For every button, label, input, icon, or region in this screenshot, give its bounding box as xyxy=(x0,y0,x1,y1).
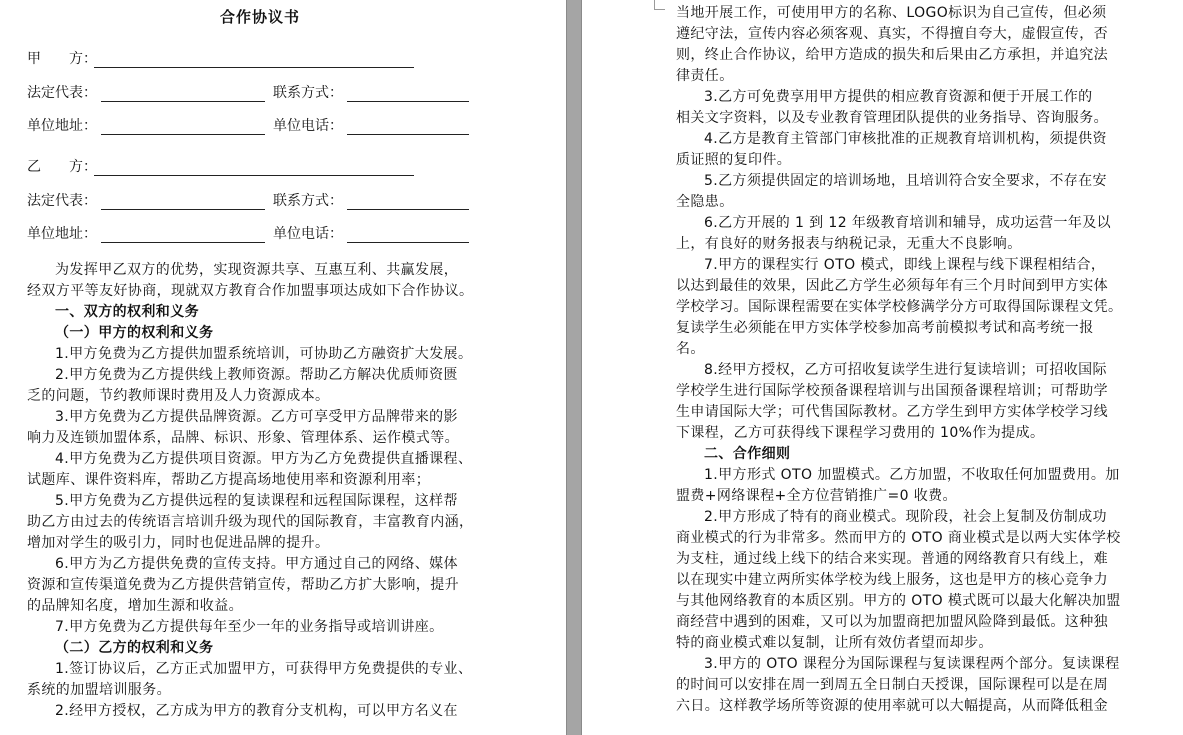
right-body xyxy=(676,3,1176,717)
item-b6: 6.乙方开展的 1 到 12 年级教育培训和辅导，成功运营一年及以 xyxy=(704,215,1112,231)
item-a3-cont: 响力及连锁加盟体系，品牌、标识、形象、管理体系、运作模式等。 xyxy=(27,430,459,446)
party-a-address-blank[interactable] xyxy=(101,134,265,135)
party-a-blank[interactable] xyxy=(94,67,414,68)
item-a2: 2.甲方免费为乙方提供线上教师资源。帮助乙方解决优质师资匮 xyxy=(55,367,458,383)
party-a-phone-row xyxy=(273,115,343,137)
item-a6-cont: 的品牌知名度，增加生源和收益。 xyxy=(27,598,243,614)
item-b4-cont: 质证照的复印件。 xyxy=(676,152,792,168)
party-a-legal-rep-label: 法定代表： xyxy=(27,85,97,101)
item-b8-cont: 生申请国际大学；可代售国际教材。乙方学生到甲方实体学校学习线 xyxy=(676,404,1108,420)
item-b5-cont: 全隐患。 xyxy=(676,194,734,210)
party-a-phone-label: 单位电话： xyxy=(273,118,343,134)
page-gutter xyxy=(566,0,582,735)
item-a1: 1.甲方免费为乙方提供加盟系统培训，可协助乙方融资扩大发展。 xyxy=(55,346,473,362)
item-a3: 3.甲方免费为乙方提供品牌资源。乙方可享受甲方品牌带来的影 xyxy=(55,409,458,425)
item-c2-cont: 以在现实中建立两所实体学校为线上服务，这也是甲方的核心竞争力 xyxy=(676,572,1108,588)
item-b8-cont: 下课程，乙方可获得线下课程学习费用的 10%作为提成。 xyxy=(676,425,1045,441)
item-a5-cont: 助乙方由过去的传统语言培训升级为现代的国际教育，丰富教育内涵， xyxy=(27,514,474,530)
item-a6: 6.甲方为乙方提供免费的宣传支持。甲方通过自己的网络、媒体 xyxy=(55,556,458,572)
item-a6-cont: 资源和宣传渠道免费为乙方提供营销宣传，帮助乙方扩大影响，提升 xyxy=(27,577,459,593)
continuation-line: 当地开展工作，可使用甲方的名称、LOGO标识为自己宣传，但必须 xyxy=(676,5,1107,21)
item-c1: 1.甲方形式 OTO 加盟模式。乙方加盟，不收取任何加盟费用。加 xyxy=(704,467,1120,483)
party-b-phone-row xyxy=(273,223,343,245)
party-a-legal-rep-blank[interactable] xyxy=(101,101,265,102)
section2-heading: 二、合作细则 xyxy=(704,446,791,462)
section1-heading: 一、双方的权利和义务 xyxy=(55,304,199,320)
item-c2-cont: 特的商业模式难以复制，让所有效仿者望而却步。 xyxy=(676,635,993,651)
item-b7-cont: 以达到最佳的效果，因此乙方学生必须每年有三个月时间到甲方实体 xyxy=(676,278,1108,294)
document-page-left xyxy=(0,0,566,735)
party-b-legal-rep-blank[interactable] xyxy=(101,209,265,210)
party-a-row xyxy=(27,48,97,70)
item-b4: 4.乙方是教育主管部门审核批准的正规教育培训机构，须提供资 xyxy=(704,131,1107,147)
item-c2-cont: 与其他网络教育的本质区别。甲方的 OTO 模式既可以最大化解决加盟 xyxy=(676,593,1121,609)
item-b7-cont: 学校学习。国际课程需要在实体学校修满学分方可取得国际课程文凭。 xyxy=(676,299,1123,315)
document-title: 合作协议书 xyxy=(219,8,300,26)
party-b-address-row xyxy=(27,223,97,245)
continuation-line: 遵纪守法，宣传内容必须客观、真实，不得擅自夸大，虚假宣传，否 xyxy=(676,26,1108,42)
item-c2: 2.甲方形成了特有的商业模式。现阶段，社会上复制及仿制成功 xyxy=(704,509,1107,525)
party-b-address-blank[interactable] xyxy=(101,242,265,243)
item-b5: 5.乙方须提供固定的培训场地，且培训符合安全要求，不存在安 xyxy=(704,173,1107,189)
party-a-contact-label: 联系方式： xyxy=(273,85,343,101)
sub1-heading: （一）甲方的权利和义务 xyxy=(55,325,214,341)
item-c3: 3.甲方的 OTO 课程分为国际课程与复读课程两个部分。复读课程 xyxy=(704,656,1120,672)
left-body xyxy=(27,260,537,722)
item-a4-cont: 试题库、课件资料库，帮助乙方提高场地使用率和资源利用率； xyxy=(27,472,431,488)
item-a4: 4.甲方免费为乙方提供项目资源。甲方为乙方免费提供直播课程、 xyxy=(55,451,473,467)
intro-line: 为发挥甲乙双方的优势，实现资源共享、互惠互利、共赢发展， xyxy=(55,262,459,278)
item-b3-cont: 相关文字资料，以及专业教育管理团队提供的业务指导、咨询服务。 xyxy=(676,110,1108,126)
party-b-label: 乙 方： xyxy=(27,159,97,175)
party-b-contact-blank[interactable] xyxy=(347,209,469,210)
item-b2: 2.经甲方授权，乙方成为甲方的教育分支机构，可以甲方名义在 xyxy=(55,703,458,719)
party-a-address-row xyxy=(27,115,97,137)
party-b-legal-rep-label: 法定代表： xyxy=(27,193,97,209)
item-a2-cont: 乏的问题，节约教师课时费用及人力资源成本。 xyxy=(27,388,330,404)
item-b7: 7.甲方的课程实行 OTO 模式，即线上课程与线下课程相结合， xyxy=(704,257,1106,273)
party-b-phone-blank[interactable] xyxy=(347,242,469,243)
item-c2-cont: 商业模式的行为非常多。然而甲方的 OTO 商业模式是以两大实体学校 xyxy=(676,530,1121,546)
intro-line: 经双方平等友好协商，现就双方教育合作加盟事项达成如下合作协议。 xyxy=(27,283,474,299)
item-b1: 1.签订协议后，乙方正式加盟甲方，可获得甲方免费提供的专业、 xyxy=(55,661,473,677)
party-a-contact-row xyxy=(273,82,343,104)
gutter-edge xyxy=(566,0,567,735)
party-b-contact-row xyxy=(273,190,343,212)
item-b1-cont: 系统的加盟培训服务。 xyxy=(27,682,171,698)
item-c2-cont: 为支柱，通过线上线下的结合来实现。普通的网络教育只有线上，难 xyxy=(676,551,1108,567)
sub2-heading: （二）乙方的权利和义务 xyxy=(55,640,214,656)
item-b7-cont: 名。 xyxy=(676,341,705,357)
item-a5: 5.甲方免费为乙方提供远程的复读课程和远程国际课程，这样帮 xyxy=(55,493,458,509)
party-b-legal-rep-row xyxy=(27,190,97,212)
item-b8: 8.经甲方授权，乙方可招收复读学生进行复读培训；可招收国际 xyxy=(704,362,1107,378)
item-c3-cont: 六日。这样教学场所等资源的使用率就可以大幅提高，从而降低租金 xyxy=(676,698,1108,714)
item-c1-cont: 盟费+网络课程+全方位营销推广=0 收费。 xyxy=(676,488,957,504)
item-b7-cont: 复读学生必须能在甲方实体学校参加高考前模拟考试和高考统一报 xyxy=(676,320,1094,336)
item-a7: 7.甲方免费为乙方提供每年至少一年的业务指导或培训讲座。 xyxy=(55,619,444,635)
party-b-blank[interactable] xyxy=(94,175,414,176)
continuation-line: 则，终止合作协议，给甲方造成的损失和后果由乙方承担，并追究法 xyxy=(676,47,1108,63)
party-a-address-label: 单位地址： xyxy=(27,118,97,134)
item-b6-cont: 上，有良好的财务报表与纳税记录，无重大不良影响。 xyxy=(676,236,1022,252)
party-b-address-label: 单位地址： xyxy=(27,226,97,242)
party-a-phone-blank[interactable] xyxy=(347,134,469,135)
party-a-label: 甲 方： xyxy=(27,51,97,67)
party-a-contact-blank[interactable] xyxy=(347,101,469,102)
item-b3: 3.乙方可免费享用甲方提供的相应教育资源和便于开展工作的 xyxy=(704,89,1093,105)
item-a5-cont: 增加对学生的吸引力，同时也促进品牌的提升。 xyxy=(27,535,330,551)
party-b-phone-label: 单位电话： xyxy=(273,226,343,242)
margin-corner-mark xyxy=(654,0,665,10)
party-a-legal-rep-row xyxy=(27,82,97,104)
document-page-right xyxy=(582,0,1183,735)
party-b-row xyxy=(27,156,97,178)
party-b-contact-label: 联系方式： xyxy=(273,193,343,209)
item-b8-cont: 学校学生进行国际学校预备课程培训与出国预备课程培训；可帮助学 xyxy=(676,383,1108,399)
continuation-line: 律责任。 xyxy=(676,68,734,84)
item-c3-cont: 的时间可以安排在周一到周五全日制白天授课，国际课程可以是在周 xyxy=(676,677,1108,693)
item-c2-cont: 商经营中遇到的困难，又可以为加盟商把加盟风险降到最低。这种独 xyxy=(676,614,1108,630)
